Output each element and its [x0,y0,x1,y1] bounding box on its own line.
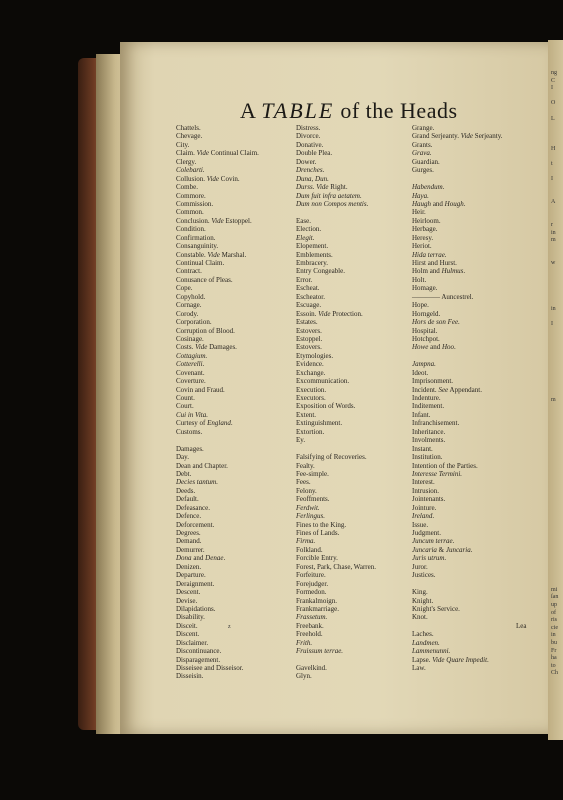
index-entry: Hope. [412,301,429,310]
index-entry: Escheat. [296,284,320,293]
next-page-fragment: in [551,305,556,312]
index-entry: City. [176,140,190,149]
index-entry: Defence. [176,512,202,521]
index-entry: Embracery. [296,259,328,267]
index-entry [412,352,538,360]
index-column-3 [412,124,538,672]
index-entry: Incident. See Appendant. [412,385,482,394]
index-entry: Grava. [412,149,432,158]
index-entry: Instant. [412,444,433,453]
next-page-fragment: up [551,602,557,608]
index-entry: Demurrer. [176,545,205,554]
next-page-fragment: t [551,161,553,168]
next-page-fragment: bu [551,640,557,646]
index-entry: Dilapidations. [176,604,216,613]
index-column-2 [296,124,422,681]
index-entry: Knot. [412,613,428,622]
index-entry: Clergy. [176,157,197,166]
index-entry: Formedon. [296,588,327,597]
index-entry: Durss. Vide Right. [296,183,348,192]
index-entry: Combe. [176,183,198,192]
index-entry: Dum fuit infra aetatem. [296,191,362,200]
index-entry: Frassetum. [296,613,328,622]
index-entry: Grand Serjeanty. Vide Serjeanty. [412,132,503,141]
index-entry: Inditement. [412,402,445,411]
next-page-fragment: mi [551,586,558,593]
heading-rest: of the Heads [340,98,458,123]
index-entry: Commission. [176,199,214,208]
index-entry: King. [412,588,428,597]
index-entry: Estates. [296,318,318,327]
index-entry [176,436,302,444]
index-entry: Defeasance. [176,503,211,512]
index-entry: Conclusion. Vide Estoppel. [176,216,252,225]
next-page-fragment: m [551,396,556,403]
index-entry: Dower. [296,157,317,166]
index-entry: Copyhold. [176,292,206,301]
index-entry: Grange. [412,124,435,132]
index-entry: Haugh and Hough. [412,199,466,208]
index-entry: Executors. [296,394,326,402]
index-entry: Discent. [176,630,200,639]
index-entry: Frankalmoign. [296,596,338,605]
index-entry: Disceit. [176,621,198,630]
index-entry: Intrusion. [412,486,440,495]
index-entry [412,580,538,588]
index-entry: Disclaimer. [176,638,209,647]
page-heading [240,98,540,124]
index-entry: Holt. [412,275,427,284]
index-entry: Heir. [412,208,426,217]
index-entry: Default. [176,495,199,504]
index-entry: Duna, Dun. [296,174,329,183]
index-entry: Glyn. [296,672,312,681]
index-entry: Elopement. [296,242,329,251]
index-entry: Knight. [412,596,434,605]
index-entry: Deraignment. [176,579,215,588]
index-entry: Colebarti. [176,166,205,175]
index-entry: Corody. [176,309,199,318]
heading-prefix: A [240,98,256,123]
index-entry: Drenches. [296,166,325,175]
next-page-fragment: w [551,260,556,266]
index-entry: Jointenants. [412,495,446,504]
index-entry: Disability. [176,613,205,622]
index-entry: Escheator. [296,292,325,301]
index-entry: Constable. Vide Marshal. [176,250,247,259]
next-page-fragment: H [551,146,556,152]
index-entry: Gurges. [412,166,434,175]
index-entry: Corruption of Blood. [176,326,235,335]
index-entry: Landmen. [412,638,440,647]
index-entry: Dona and Denae. [176,554,226,563]
index-entry: Devise. [176,596,198,605]
index-entry: Justices. [412,571,436,580]
catchword: Lea [516,622,527,630]
index-entry: Departure. [176,571,206,580]
index-entry: Fees. [296,478,311,487]
index-entry: Court. [176,402,194,411]
index-entry: Law. [412,664,426,672]
index-entry: Cope. [176,284,193,293]
index-entry [296,208,422,216]
index-entry: Hirst and Hurst. [412,259,457,267]
index-entry: Felony. [296,486,317,495]
index-entry: Interest. [412,478,435,487]
index-entry: Fee-simple. [296,469,329,478]
index-entry: Entry Congeable. [296,267,345,276]
index-entry: Imprisonment. [412,377,454,386]
index-entry: Escuage. [296,301,322,310]
index-entry: Forfeiture. [296,571,326,580]
index-entry: Infranchisement. [412,419,460,428]
index-entry: Freebank. [296,621,324,630]
index-entry: Coverture. [176,377,206,386]
index-entry: Disseisin. [176,672,204,681]
index-entry: Heresy. [412,233,434,242]
index-entry: Frankmarriage. [296,604,339,613]
index-entry: Chattels. [176,124,201,132]
index-entry: Hors de son Fee. [412,318,460,327]
index-entry: Hotchpot. [412,334,440,343]
index-entry: Descent. [176,588,201,597]
index-entry: Commore. [176,191,206,200]
index-entry: Double Plea. [296,149,333,158]
index-entry: Extent. [296,410,317,419]
index-entry: Hospital. [412,326,438,335]
index-entry: Emblements. [296,250,333,259]
index-entry: Chevage. [176,132,203,141]
signature-mark: z [228,624,231,630]
index-entry: Guardian. [412,157,440,166]
index-entry: Indenture. [412,394,441,402]
index-entry: Dum non Compos mentis. [296,199,369,208]
index-entry: Etymologies. [296,351,334,360]
next-page-fragment: to [551,662,556,669]
index-entry: Claim. Vide Continual Claim. [176,149,259,158]
index-entry: Feoffments. [296,495,330,504]
next-page-fragment: of [551,609,556,616]
index-entry: Excommunication. [296,377,350,386]
index-entry: Denizen. [176,562,202,571]
index-entry: Discontinuance. [176,647,222,656]
next-page-fragment: ha [551,655,557,662]
next-page-fragment: ng [551,70,557,76]
index-entry: Frith. [296,638,313,647]
index-entry: Institution. [412,453,443,462]
index-entry: Corporation. [176,318,212,327]
index-entry: Disparagement. [176,655,221,664]
next-page-fragment: C [551,77,556,84]
next-page-fragment: in [551,229,556,236]
index-entry: Judgment. [412,529,441,537]
index-entry: Distress. [296,124,321,132]
index-entry: Holm and Hulmus. [412,267,466,276]
index-entry: Ideot. [412,368,429,377]
index-entry: Fines of Lands. [296,529,340,537]
index-entry: Herbage. [412,225,438,234]
heading-table: TABLE [261,98,335,123]
index-entry: Curtesy of England. [176,419,233,428]
index-entry: Knight's Service. [412,604,460,613]
index-entry: Deforcement. [176,520,215,529]
index-entry: Fealty. [296,461,315,470]
index-entry: Estovers. [296,343,322,352]
next-page-fragment: ris [551,617,557,624]
next-page-fragment: ſan [551,594,559,601]
index-entry: Continual Claim. [176,259,225,267]
index-entry: Gavelkind. [296,664,327,672]
index-entry: Ease. [296,216,311,225]
index-entry: Ey. [296,436,306,445]
next-page-fragment: O [551,100,556,107]
index-entry: Grants. [412,140,433,149]
index-entry: Damages. [176,444,204,453]
index-entry: Forejudger. [296,579,329,588]
index-entry: Forcible Entry. [296,554,338,563]
index-entry: Jointure. [412,503,437,512]
next-page-fragment: r [551,222,553,228]
index-entry: Horngeld. [412,309,441,318]
index-entry: Execution. [296,385,327,394]
index-entry: Laches. [412,630,434,639]
index-entry: Customs. [176,427,203,436]
index-entry: Jampna. [412,360,436,369]
index-entry: Deeds. [176,486,196,495]
index-entry: Demand. [176,537,202,546]
index-entry: ———— Auncestrel. [412,292,474,301]
index-column-1 [176,124,302,681]
index-entry: Ferlingus. [296,512,325,521]
index-entry: Costs. Vide Damages. [176,343,237,352]
index-entry: Essoin. Vide Protection. [296,309,363,318]
index-entry: Falsifying of Recoveries. [296,453,367,462]
index-entry: Juror. [412,562,428,571]
index-entry [296,445,422,453]
next-page-fragment: m [551,237,556,244]
index-entry: Covenant. [176,368,205,377]
index-entry: Error. [296,275,313,284]
index-entry: Decies tantum. [176,478,218,487]
index-entry: Election. [296,225,322,234]
index-entry: Cottagium. [176,351,208,360]
index-entry: Haya. [412,191,429,200]
index-entry: Intention of the Parties. [412,461,478,470]
index-entry: Contract. [176,267,202,276]
index-entry: Exposition of Words. [296,402,356,411]
index-entry: Juncum terrae. [412,537,455,546]
index-entry: Exchange. [296,368,326,377]
index-entry: Heirloom. [412,216,441,225]
index-entry: Cui in Vita. [176,410,208,419]
index-entry: Degrees. [176,529,201,537]
index-entry: Disseisee and Disseisor. [176,664,244,672]
index-entry: Extinguishment. [296,419,343,428]
index-entry: Extortion. [296,427,325,436]
index-entry: Juris utrum. [412,554,447,563]
index-entry: Elegit. [296,233,315,242]
index-entry: Covin and Fraud. [176,385,225,394]
next-page-fragment: Fr [551,647,557,654]
index-entry: Homage. [412,284,438,293]
index-entry [412,175,538,183]
index-entry: Conusance of Pleas. [176,275,233,284]
index-entry: Debt. [176,469,192,478]
index-entry: Fruissum terrae. [296,647,344,656]
next-page-fragment: I [551,176,553,183]
index-entry: Divorce. [296,132,321,141]
index-entry: Evidence. [296,360,324,369]
index-entry: Ferdwit. [296,503,320,512]
index-entry: Cosinage. [176,334,204,343]
index-entry: Consanguinity. [176,242,219,251]
index-entry: Condition. [176,225,206,234]
index-entry [296,656,422,664]
index-entry: Day. [176,453,189,462]
index-entry: Cotterelli. [176,360,205,369]
index-entry: Infant. [412,410,431,419]
index-entry: Issue. [412,520,429,529]
index-entry: Count. [176,394,195,402]
next-page-fragment: in [551,632,556,639]
index-entry: Habendum. [412,183,445,192]
index-entry: Folkland. [296,545,323,554]
index-entry: Cornage. [176,301,202,310]
index-entry: Common. [176,208,204,217]
next-page-fragment: I [551,320,553,327]
index-entry: Forest, Park, Chase, Warren. [296,562,376,571]
index-entry: Inheritance. [412,427,446,436]
next-page-fragment: Ch [551,670,559,677]
index-entry: Howe and Hoo. [412,343,456,352]
index-entry: Involments. [412,436,446,445]
next-page-fragment: A [551,199,556,206]
next-page-edge [548,40,563,740]
index-entry: Confirmation. [176,233,216,242]
index-entry: Juncaria & Juncaria. [412,545,473,554]
index-entry: Lapse. Vide Quare Impedit. [412,655,489,664]
index-entry: Estoppel. [296,334,323,343]
index-entry: Freehold. [296,630,323,639]
index-entry: Donative. [296,140,324,149]
index-entry: Fines to the King. [296,520,347,529]
index-entry: Hida terrae. [412,250,447,259]
index-entry: Lammenunni. [412,647,451,656]
next-page-fragment: cie [551,624,558,631]
index-entry: Firma. [296,537,316,546]
index-entry: Estovers. [296,326,322,335]
index-entry: Ireland. [412,512,435,521]
index-entry: Heriot. [412,242,432,251]
next-page-fragment: L [551,115,555,122]
index-entry: Interesse Termini. [412,469,463,478]
index-entry: Dean and Chapter. [176,461,228,470]
next-page-fragment: I [551,85,553,92]
index-entry: Collusion. Vide Covin. [176,174,240,183]
